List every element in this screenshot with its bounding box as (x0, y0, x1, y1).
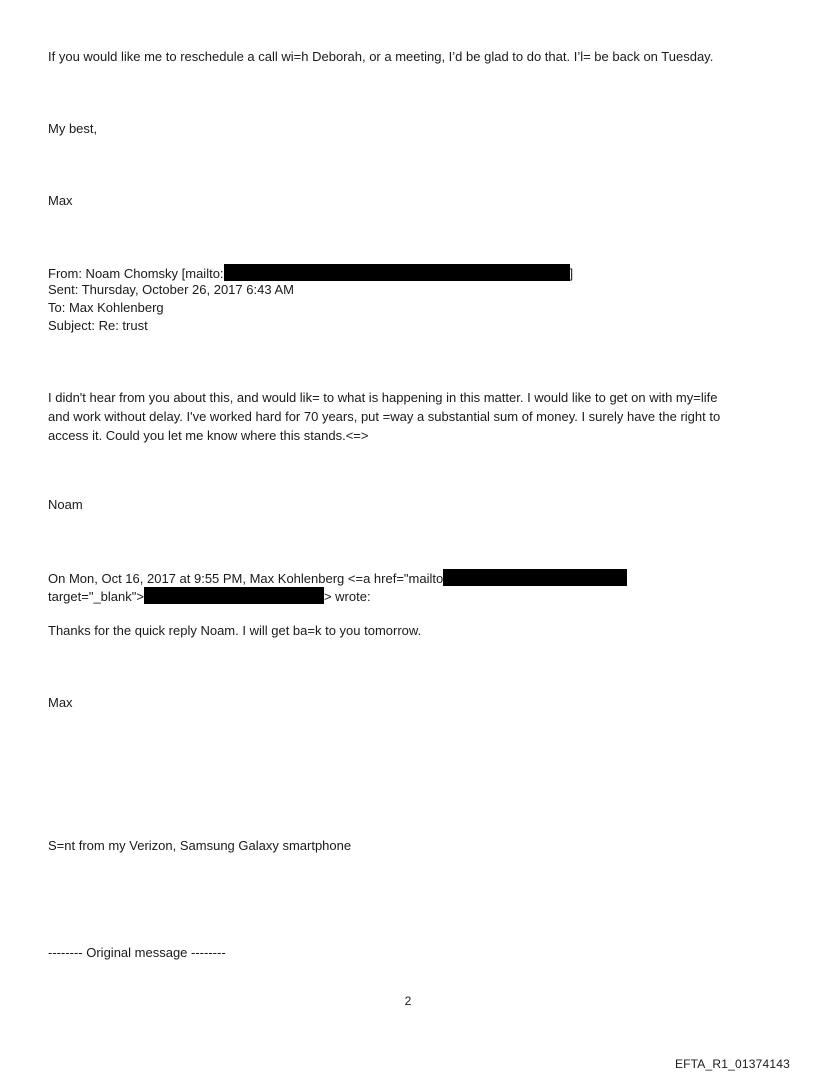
from-close-bracket: ] (569, 266, 574, 281)
redaction-bar (443, 569, 627, 586)
target-text: target="_blank"> (48, 589, 144, 604)
quote-header-line-2 (48, 587, 371, 606)
signature-noam: Noam (48, 497, 83, 512)
redaction-bar (144, 587, 324, 604)
reschedule-line: If you would like me to reschedule a call wi=h Deborah, or a meeting, I’d be glad to do that. I’l= be back on Tuesday. (48, 49, 714, 64)
wrote-text: > wrote: (323, 589, 371, 604)
body-line-3: access it. Could you let me know where this stands.<=> (48, 428, 369, 443)
redaction-bar (224, 264, 570, 281)
signature-max-2: Max (48, 695, 73, 710)
thanks-line: Thanks for the quick reply Noam. I will get ba=k to you tomorrow. (48, 623, 422, 638)
quote-header-text: On Mon, Oct 16, 2017 at 9:55 PM, Max Kohlenberg <=a href="mailto (48, 571, 444, 586)
signature-max: Max (48, 193, 73, 208)
header-subject: Subject: Re: trust (48, 318, 148, 333)
message-body (48, 388, 768, 445)
closing-my-best: My best, (48, 121, 98, 136)
body-line-1: I didn't hear from you about this, and would lik= to what is happening in this matter. I would like to get on with my=life (48, 390, 718, 405)
header-sent: Sent: Thursday, October 26, 2017 6:43 AM (48, 282, 294, 297)
header-to: To: Max Kohlenberg (48, 300, 164, 315)
bates-number: EFTA_R1_01374143 (674, 1057, 790, 1071)
original-message-divider: -------- Original message -------- (48, 945, 226, 960)
sent-from-line: S=nt from my Verizon, Samsung Galaxy smartphone (48, 838, 352, 853)
from-label: From: Noam Chomsky [mailto: (48, 266, 224, 281)
body-line-2: and work without delay. I've worked hard for 70 years, put =way a substantial sum of money. I surely have the right to (48, 409, 721, 424)
page-number: 2 (404, 994, 412, 1008)
quote-header-line-1 (48, 569, 627, 588)
